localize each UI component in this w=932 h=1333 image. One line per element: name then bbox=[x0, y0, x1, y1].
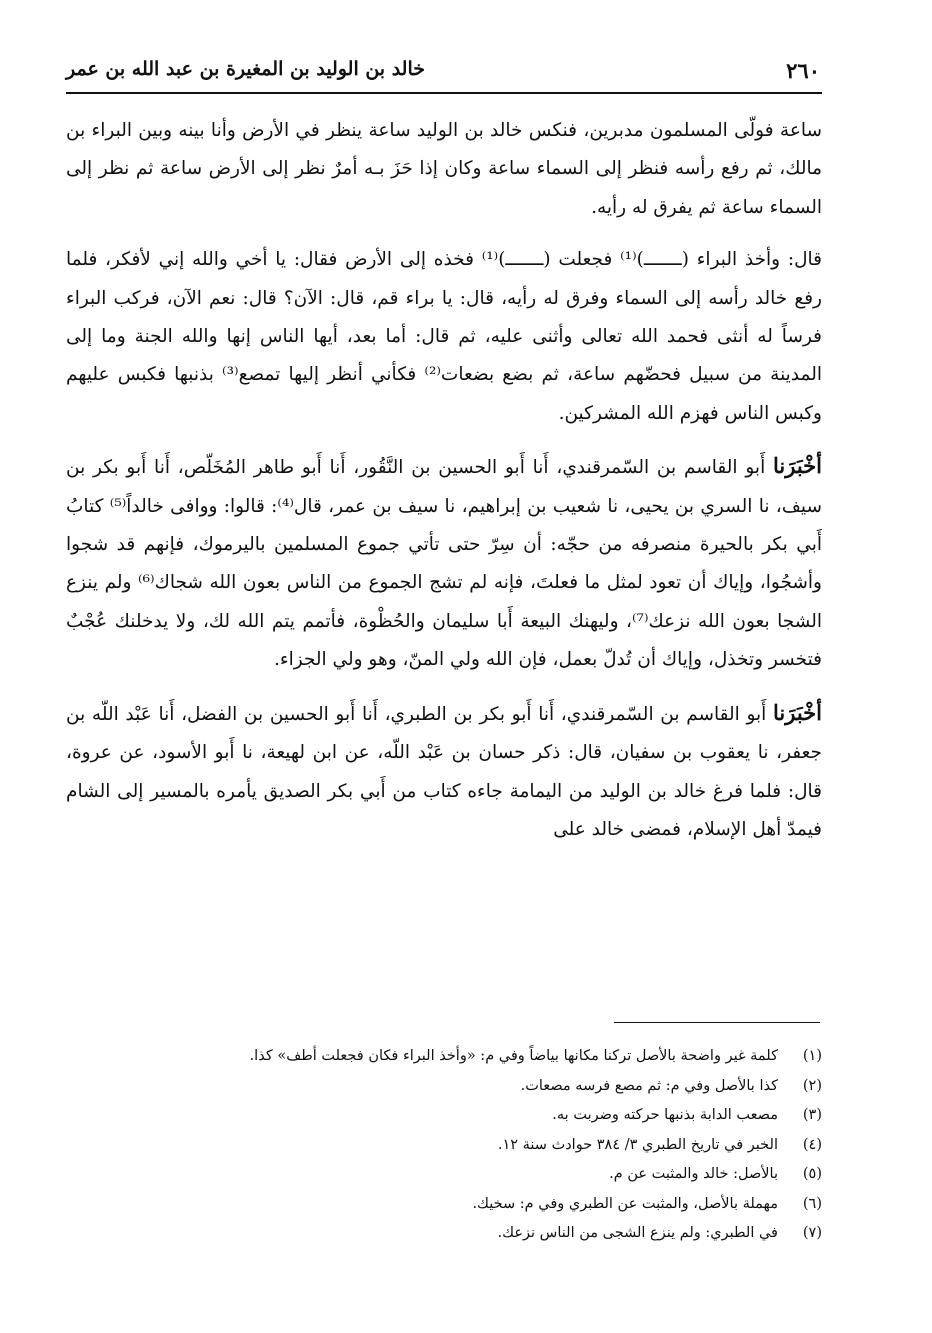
footnote-item bbox=[150, 1190, 822, 1220]
footnote-item bbox=[150, 1131, 822, 1161]
footnote-text: كذا بالأصل وفي م: ثم مصع فرسه مصعات. bbox=[520, 1077, 778, 1094]
footnotes bbox=[150, 1042, 822, 1249]
footnote-item bbox=[150, 1042, 822, 1072]
paragraph-lead-word: أخْبَرَنا bbox=[773, 453, 822, 479]
footnote-text: مهملة بالأصل، والمثبت عن الطبري وفي م: سخيك. bbox=[472, 1195, 778, 1212]
paragraph-text: ساعة فولّى المسلمون مدبرين، فنكس خالد بن الوليد ساعة ينظر في الأرض وأنا بينه وبين البراء بن مالك، ثم رفع رأسه فنظر إلى السماء ساعة وكان إذا حَزَ بـه أمرٌ نظر إلى الأرض ساعة ثم نظر إلى السماء ساعة ثم يفرق له رأيه. bbox=[66, 120, 822, 218]
footnote-number: (٦) bbox=[802, 1195, 822, 1212]
footnote-number: (١) bbox=[802, 1048, 822, 1064]
paragraph-2 bbox=[66, 241, 822, 433]
footnote-number: (٧) bbox=[802, 1225, 822, 1241]
footnote-number: (٥) bbox=[802, 1166, 822, 1182]
paragraph-3 bbox=[66, 447, 822, 679]
footnote-separator bbox=[614, 1022, 820, 1023]
footnote-text: كلمة غير واضحة بالأصل تركنا مكانها بياضاً وفي م: «وأخذ البراء فكان فجعلت أطف» كذا. bbox=[249, 1048, 778, 1064]
paragraph-text: أَبو القاسم بن السّمرقندي، أَنا أَبو الحسين بن النَّقُور، أَنا أَبو طاهر المُخَلّص، أَنا أَبو بكر بن سيف، نا السري بن يحيى، نا شعيب بن إبراهيم، نا سيف بن عمر، قال⁽⁴⁾: قالوا: ووافى خالداً⁽⁵⁾ كتابُ أَبي بكر بالحيرة منصرفه من حجّه: أن سِرّ حتى تأتي جموع المسلمين باليرموك، فإنهم قد شجوا وأشجُوا، وإياك أن تعود لمثل ما فعلتَ، فإنه لم تشج الجموع من الناس بعون الله شجاك⁽⁶⁾ ولم ينزع الشجا بعون الله نزعك⁽⁷⁾، وليهنك البيعة أَبا سليمان والحُظْوة، فأتمم يتم الله لك، ولا يدخلنك عُجْبٌ فتخسر وتخذل، وإياك أن تُدلّ بعمل، فإن الله ولي المنّ، وهو ولي الجزاء. bbox=[66, 457, 823, 671]
footnote-item bbox=[150, 1101, 822, 1131]
footnote-text: في الطبري: ولم ينزع الشجى من الناس نزعك. bbox=[497, 1225, 778, 1241]
paragraph-text: قال: وأخذ البراء (ـــــــ)⁽¹⁾ فجعلت (ـــــــ)⁽¹⁾ فخذه إلى الأرض فقال: يا أخي والله إني لأفكر، فلما رفع خالد رأسه إلى السماء وفرق له رأيه، قال: يا براء قم، قال: الآن؟ قال: نعم الآن، فركب البراء فرساً له أنثى فحمد الله تعالى وأثنى عليه، ثم قال: أما بعد، أيها الناس إنها والله الجنة وما إلى المدينة من سبيل فحضّهم ساعة، ثم بضع بضعات⁽²⁾ فكأني أنظر إليها تمصع⁽³⁾ بذنبها فكبس عليهم وكبس الناس فهزم الله المشركين. bbox=[66, 249, 823, 424]
main-text bbox=[66, 112, 822, 863]
footnote-text: مصعب الدابة بذنبها حركته وضربت به. bbox=[552, 1107, 778, 1123]
page-number: ٢٦٠ bbox=[786, 58, 820, 83]
footnote-number: (٢) bbox=[802, 1077, 822, 1094]
footnote-number: (٣) bbox=[802, 1107, 822, 1123]
paragraph-lead-word: أخْبَرَنا bbox=[773, 699, 822, 725]
footnote-number: (٤) bbox=[802, 1136, 822, 1153]
paragraph-1 bbox=[66, 112, 822, 227]
paragraph-4 bbox=[66, 694, 822, 850]
footnote-text: بالأصل: خالد والمثبت عن م. bbox=[609, 1166, 778, 1182]
footnote-item bbox=[150, 1219, 822, 1249]
page-header bbox=[66, 52, 822, 94]
footnote-text: الخبر في تاريخ الطبري ٣/ ٣٨٤ حوادث سنة ١٢. bbox=[497, 1136, 778, 1153]
running-title: خالد بن الوليد بن المغيرة بن عبد الله بن عمر bbox=[66, 58, 425, 80]
footnote-item bbox=[150, 1072, 822, 1102]
paragraph-text: أَبو القاسم بن السّمرقندي، أَنا أَبو بكر بن الطبري، أَنا أَبو الحسين بن الفضل، أَنا عَبْد اللّه بن جعفر، نا يعقوب بن سفيان، قال: ذكر حسان بن عَبْد اللّه، عن ابن لهيعة، نا أَبو الأسود، عن عروة، قال: فلما فرغ خالد بن الوليد من اليمامة جاءه كتاب من أَبي بكر الصديق يأمره بالمسير إلى الشام فيمدّ أهل الإسلام، فمضى خالد على bbox=[66, 703, 822, 840]
footnote-item bbox=[150, 1160, 822, 1190]
